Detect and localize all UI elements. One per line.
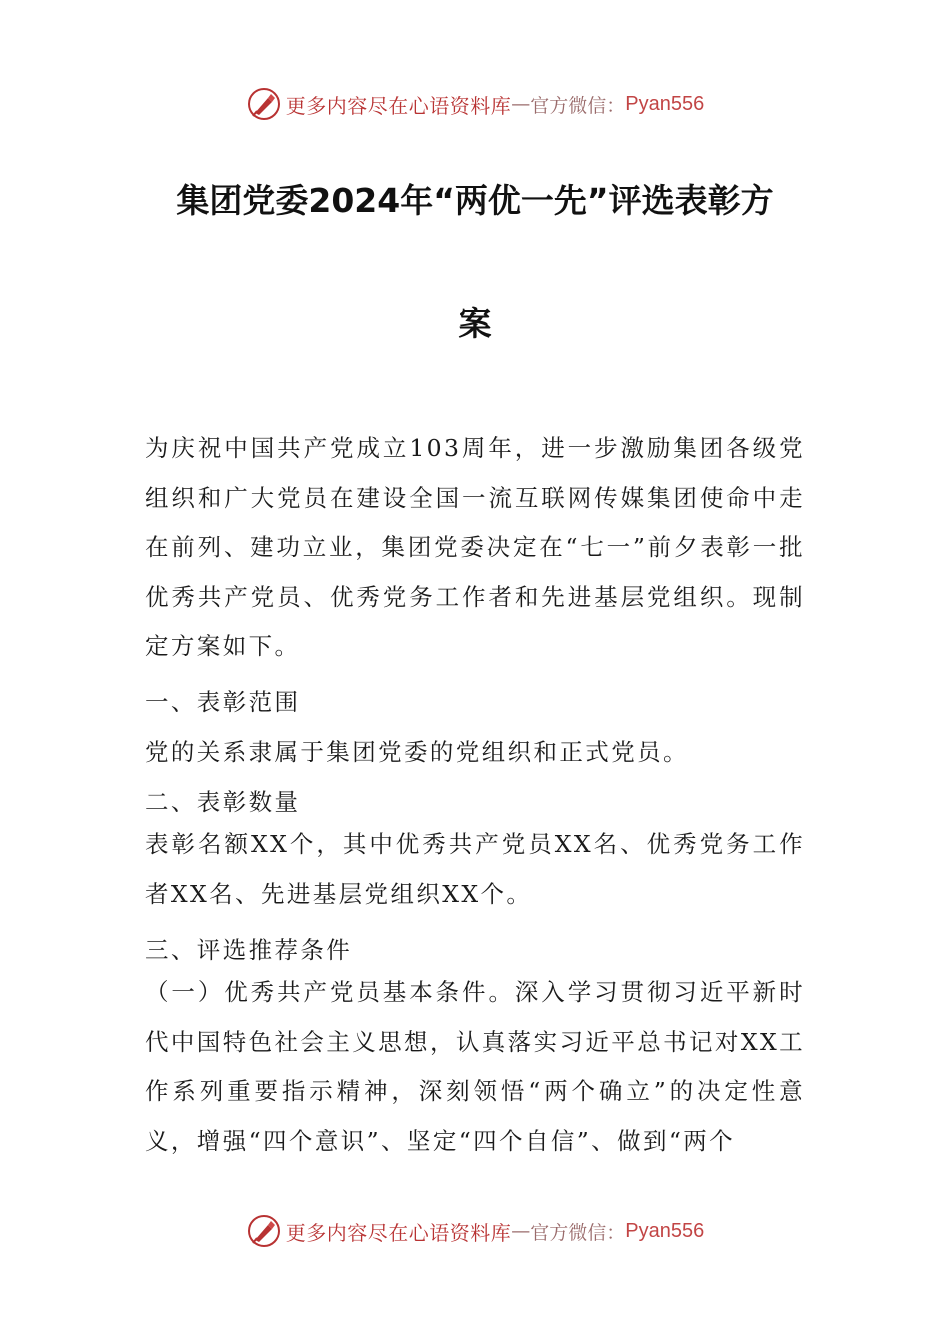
section1-text: 党的关系隶属于集团党委的党组织和正式党员。 (145, 738, 689, 766)
watermark-dash: — (511, 93, 531, 115)
watermark-text: 更多内容尽在心语资料库 (285, 93, 512, 118)
document-title-line2: 案 (458, 304, 492, 343)
watermark-dash: — (511, 1220, 531, 1242)
pen-nib-logo-icon (246, 1213, 282, 1249)
section1-heading: 一、表彰范围 (145, 688, 301, 716)
section3-text: （一）优秀共产党员基本条件。深入学习贯彻习近平新时代中国特色社会主义思想，认真落实习近平总书记对XX工作系列重要指示精神，深刻领悟“两个确立”的决定性意义，增强“四个意识”、坚定“四个自信”、做到“两个 (145, 978, 805, 1155)
watermark-wechat-label: 官方微信： (530, 1221, 626, 1244)
section2-heading: 二、表彰数量 (145, 788, 301, 816)
watermark-banner-bottom (0, 1211, 950, 1251)
section2-text: 表彰名额XX个，其中优秀共产党员XX名、优秀党务工作者XX名、先进基层党组织XX个。 (145, 830, 805, 908)
watermark-wechat-label: 官方微信： (530, 94, 626, 117)
pen-nib-logo-icon (246, 86, 282, 122)
section3-heading: 三、评选推荐条件 (145, 936, 353, 964)
watermark-wechat-id: Pyan556 (625, 92, 705, 115)
watermark-text: 更多内容尽在心语资料库 (285, 1220, 512, 1245)
intro-paragraph: 为庆祝中国共产党成立103周年，进一步激励集团各级党组织和广大党员在建设全国一流互联网传媒集团使命中走在前列、建功立业，集团党委决定在“七一”前夕表彰一批优秀共产党员、优秀党务工作者和先进基层党组织。现制定方案如下。 (145, 434, 805, 661)
watermark-banner-top (0, 84, 950, 124)
document-title-line1: 集团党委2024年“两优一先”评选表彰方 (176, 181, 774, 220)
watermark-wechat-id: Pyan556 (625, 1219, 705, 1242)
